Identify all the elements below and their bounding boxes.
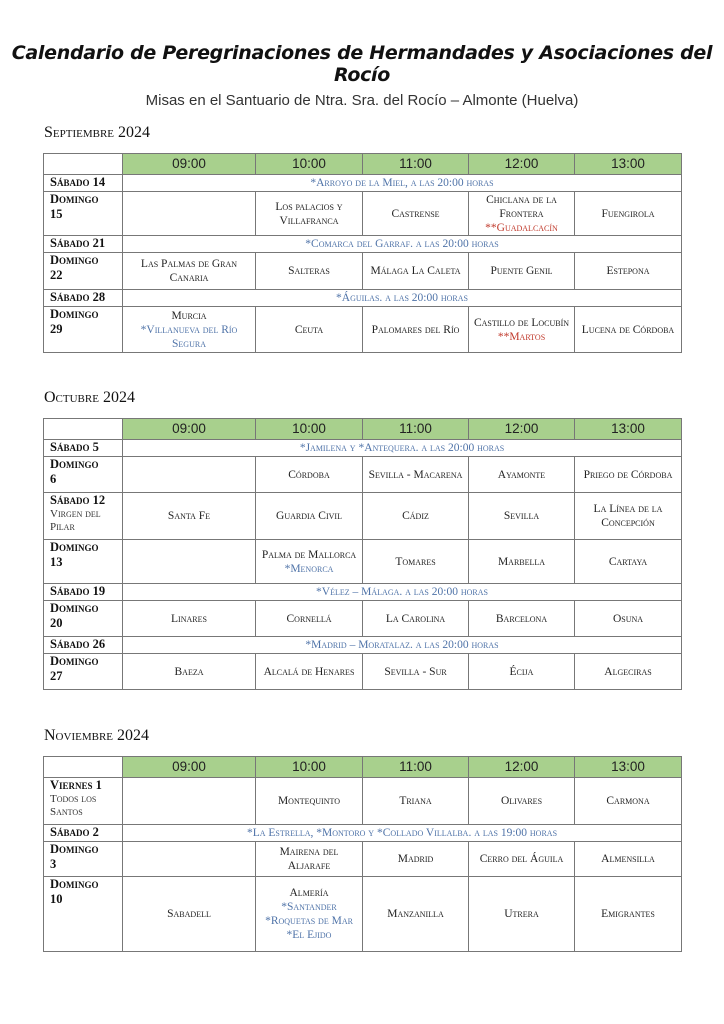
- page-title: Calendario de Peregrinaciones de Hermandades y Asociaciones del Rocío: [11, 42, 713, 86]
- schedule-cell: [363, 307, 469, 353]
- brotherhood-name: Castillo de Locubín: [473, 316, 570, 329]
- day-name: Sábado 19: [50, 584, 106, 598]
- brotherhood-name: Marbella: [497, 555, 546, 568]
- day-cell: [44, 601, 123, 637]
- day-name: Sábado 14: [50, 175, 106, 189]
- brotherhood-name: Barcelona: [495, 612, 548, 625]
- day-cell: [44, 877, 123, 952]
- day-name: Sábado 12: [50, 493, 106, 507]
- schedule-cell: [575, 654, 682, 690]
- brotherhood-name: Utrera: [504, 908, 539, 920]
- day-name: Domingo: [50, 877, 99, 891]
- day-name: Domingo: [50, 654, 99, 668]
- brotherhood-name: Palomares del Río: [371, 323, 460, 336]
- extra-brotherhood-note: **Guadalcacín: [485, 221, 558, 234]
- brotherhood-name: Tomares: [395, 555, 436, 568]
- day-cell: [44, 584, 123, 601]
- brotherhood-name: Fuengirola: [601, 207, 655, 220]
- day-number: 3: [50, 857, 57, 871]
- brotherhood-name: Baeza: [174, 665, 204, 678]
- extra-brotherhood-note: *Roquetas de Mar: [265, 915, 353, 927]
- schedule-cell: [123, 540, 256, 584]
- day-name: Sábado 26: [50, 637, 106, 651]
- day-number: 29: [50, 322, 63, 336]
- brotherhood-name: Guardia Civil: [276, 510, 342, 522]
- brotherhood-name: Sevilla: [503, 510, 540, 522]
- schedule-cell: [363, 493, 469, 540]
- schedule-table-september: [43, 153, 682, 353]
- header-time: 09:00: [123, 154, 256, 175]
- brotherhood-name: Ayamonte: [497, 468, 546, 481]
- brotherhood-name: Ceuta: [294, 323, 324, 336]
- extra-brotherhood-note: **Martos: [497, 330, 546, 343]
- brotherhood-name: Montequinto: [277, 795, 341, 807]
- brotherhood-name: Olivares: [500, 795, 543, 807]
- day-cell: [44, 825, 123, 842]
- schedule-cell: [363, 601, 469, 637]
- day-cell: [44, 493, 123, 540]
- brotherhood-name: Castrense: [391, 207, 440, 220]
- brotherhood-name: Los palacios y Villafranca: [275, 200, 343, 227]
- brotherhood-name: Murcia: [171, 309, 207, 322]
- header-time: 10:00: [256, 154, 363, 175]
- schedule-cell: [363, 540, 469, 584]
- day-cell: [44, 540, 123, 584]
- schedule-cell: [575, 192, 682, 236]
- schedule-cell: [469, 778, 575, 825]
- schedule-cell: [123, 877, 256, 952]
- day-name: Sábado 28: [50, 290, 106, 304]
- day-cell: [44, 290, 123, 307]
- day-name: Domingo: [50, 307, 99, 321]
- schedule-cell: [363, 457, 469, 493]
- schedule-cell: [575, 253, 682, 290]
- day-name: Domingo: [50, 842, 99, 856]
- brotherhood-name: Carmona: [606, 795, 650, 807]
- schedule-cell: [575, 842, 682, 877]
- header-time: 13:00: [575, 757, 682, 778]
- extra-brotherhood-note: *Santander: [281, 901, 337, 913]
- schedule-cell: [469, 601, 575, 637]
- evening-mass-note: *Jamilena y *Antequera. a las 20:00 horas: [123, 440, 682, 457]
- brotherhood-name: Linares: [171, 612, 207, 625]
- header-time: 12:00: [469, 154, 575, 175]
- brotherhood-name: Sevilla - Sur: [384, 665, 447, 678]
- brotherhood-name: Las Palmas de Gran Canaria: [140, 258, 238, 284]
- day-name: Sábado 21: [50, 236, 106, 250]
- brotherhood-name: Lucena de Córdoba: [581, 323, 675, 336]
- schedule-cell: [123, 192, 256, 236]
- day-name: Domingo: [50, 457, 99, 471]
- schedule-cell: [123, 307, 256, 353]
- header-time: 11:00: [363, 757, 469, 778]
- schedule-cell: [256, 253, 363, 290]
- schedule-cell: [575, 493, 682, 540]
- schedule-cell: [363, 778, 469, 825]
- day-number: 15: [50, 207, 63, 221]
- schedule-cell: [575, 601, 682, 637]
- evening-mass-note: *Vélez – Málaga. a las 20:00 horas: [123, 584, 682, 601]
- schedule-cell: [123, 253, 256, 290]
- schedule-cell: [469, 842, 575, 877]
- brotherhood-name: Palma de Mallorca: [261, 548, 357, 561]
- brotherhood-name: La Carolina: [385, 612, 446, 625]
- header-time: 13:00: [575, 419, 682, 440]
- schedule-table-october: [43, 418, 682, 690]
- day-name: Sábado 2: [50, 825, 99, 839]
- schedule-cell: [363, 842, 469, 877]
- schedule-cell: [256, 540, 363, 584]
- day-cell: [44, 307, 123, 353]
- month-heading-september: Septiembre 2024: [44, 124, 151, 141]
- brotherhood-name: La Línea de la Concepción: [593, 503, 663, 529]
- schedule-cell: [123, 601, 256, 637]
- extra-brotherhood-note: *Villanueva del Río Segura: [140, 323, 238, 350]
- header-time: 10:00: [256, 419, 363, 440]
- day-number: 6: [50, 472, 57, 486]
- schedule-cell: [123, 457, 256, 493]
- brotherhood-name: Manzanilla: [387, 908, 444, 920]
- header-blank: [44, 419, 123, 440]
- day-cell: [44, 457, 123, 493]
- schedule-cell: [256, 307, 363, 353]
- header-time: 13:00: [575, 154, 682, 175]
- day-name: Domingo: [50, 540, 99, 554]
- day-number: 13: [50, 555, 63, 569]
- brotherhood-name: Triana: [399, 795, 432, 807]
- day-cell: [44, 778, 123, 825]
- schedule-cell: [363, 253, 469, 290]
- day-number: 10: [50, 892, 63, 906]
- header-time: 11:00: [363, 154, 469, 175]
- extra-brotherhood-note: *Menorca: [284, 562, 334, 575]
- schedule-cell: [256, 778, 363, 825]
- schedule-cell: [469, 654, 575, 690]
- schedule-cell: [123, 493, 256, 540]
- brotherhood-name: Chiclana de la Frontera: [486, 193, 557, 220]
- brotherhood-name: Estepona: [606, 265, 650, 277]
- schedule-table-november: [43, 756, 682, 952]
- evening-mass-note: *La Estrella, *Montoro y *Collado Villalba. a las 19:00 horas: [123, 825, 682, 842]
- brotherhood-name: Cerro del Águila: [479, 853, 564, 865]
- brotherhood-name: Écija: [509, 665, 534, 678]
- schedule-cell: [469, 493, 575, 540]
- brotherhood-name: Almería: [289, 887, 329, 899]
- schedule-cell: [256, 601, 363, 637]
- header-time: 12:00: [469, 757, 575, 778]
- brotherhood-name: Puente Genil: [490, 265, 553, 277]
- schedule-cell: [363, 877, 469, 952]
- schedule-cell: [469, 307, 575, 353]
- header-time: 09:00: [123, 757, 256, 778]
- day-cell: [44, 236, 123, 253]
- schedule-cell: [256, 493, 363, 540]
- evening-mass-note: *Arroyo de la Miel, a las 20:00 horas: [123, 175, 682, 192]
- schedule-cell: [123, 842, 256, 877]
- schedule-cell: [363, 192, 469, 236]
- schedule-cell: [575, 877, 682, 952]
- brotherhood-name: Sabadell: [167, 908, 211, 920]
- header-blank: [44, 154, 123, 175]
- day-number: 20: [50, 616, 63, 630]
- schedule-cell: [256, 842, 363, 877]
- day-cell: [44, 175, 123, 192]
- schedule-cell: [256, 457, 363, 493]
- schedule-cell: [256, 877, 363, 952]
- header-blank: [44, 757, 123, 778]
- brotherhood-name: Almensilla: [601, 853, 655, 865]
- brotherhood-name: Alcalá de Henares: [263, 665, 355, 678]
- header-time: 12:00: [469, 419, 575, 440]
- schedule-cell: [469, 457, 575, 493]
- page-subtitle: Misas en el Santuario de Ntra. Sra. del Rocío – Almonte (Huelva): [145, 92, 579, 109]
- day-name: Domingo: [50, 601, 99, 615]
- month-heading-november: Noviembre 2024: [44, 727, 149, 744]
- day-cell: [44, 842, 123, 877]
- evening-mass-note: *Comarca del Garraf. a las 20:00 horas: [123, 236, 682, 253]
- brotherhood-name: Santa Fe: [167, 510, 211, 522]
- day-note: Virgen del Pilar: [50, 508, 101, 533]
- evening-mass-note: *Madrid – Moratalaz. a las 20:00 horas: [123, 637, 682, 654]
- schedule-cell: [256, 654, 363, 690]
- brotherhood-name: Algeciras: [604, 665, 652, 678]
- header-time: 10:00: [256, 757, 363, 778]
- schedule-cell: [123, 778, 256, 825]
- brotherhood-name: Cornellá: [286, 612, 332, 625]
- brotherhood-name: Cádiz: [402, 510, 429, 522]
- evening-mass-note: *Águilas. a las 20:00 horas: [123, 290, 682, 307]
- schedule-cell: [469, 253, 575, 290]
- brotherhood-name: Sevilla - Macarena: [368, 468, 463, 481]
- extra-brotherhood-note: *El Ejido: [286, 929, 332, 941]
- schedule-cell: [123, 654, 256, 690]
- schedule-cell: [575, 778, 682, 825]
- schedule-cell: [256, 192, 363, 236]
- header-time: 09:00: [123, 419, 256, 440]
- day-cell: [44, 440, 123, 457]
- header-time: 11:00: [363, 419, 469, 440]
- schedule-cell: [469, 192, 575, 236]
- schedule-cell: [575, 540, 682, 584]
- day-name: Sábado 5: [50, 440, 99, 454]
- brotherhood-name: Priego de Córdoba: [583, 468, 673, 481]
- schedule-cell: [469, 877, 575, 952]
- day-number: 22: [50, 268, 63, 282]
- schedule-cell: [469, 540, 575, 584]
- day-name: Domingo: [50, 192, 99, 206]
- day-name: Viernes 1: [50, 778, 102, 792]
- brotherhood-name: Salteras: [288, 265, 330, 277]
- day-number: 27: [50, 669, 63, 683]
- brotherhood-name: Cartaya: [608, 555, 648, 568]
- day-cell: [44, 654, 123, 690]
- schedule-cell: [575, 307, 682, 353]
- brotherhood-name: Osuna: [612, 612, 644, 625]
- day-cell: [44, 637, 123, 654]
- day-name: Domingo: [50, 253, 99, 267]
- day-note: Todos los Santos: [50, 793, 97, 818]
- day-cell: [44, 192, 123, 236]
- brotherhood-name: Málaga La Caleta: [370, 265, 461, 277]
- brotherhood-name: Mairena del Aljarafe: [279, 846, 339, 872]
- brotherhood-name: Emigrantes: [601, 908, 655, 920]
- schedule-cell: [575, 457, 682, 493]
- schedule-cell: [363, 654, 469, 690]
- brotherhood-name: Córdoba: [288, 468, 330, 481]
- month-heading-october: Octubre 2024: [44, 389, 135, 406]
- brotherhood-name: Madrid: [397, 853, 434, 865]
- day-cell: [44, 253, 123, 290]
